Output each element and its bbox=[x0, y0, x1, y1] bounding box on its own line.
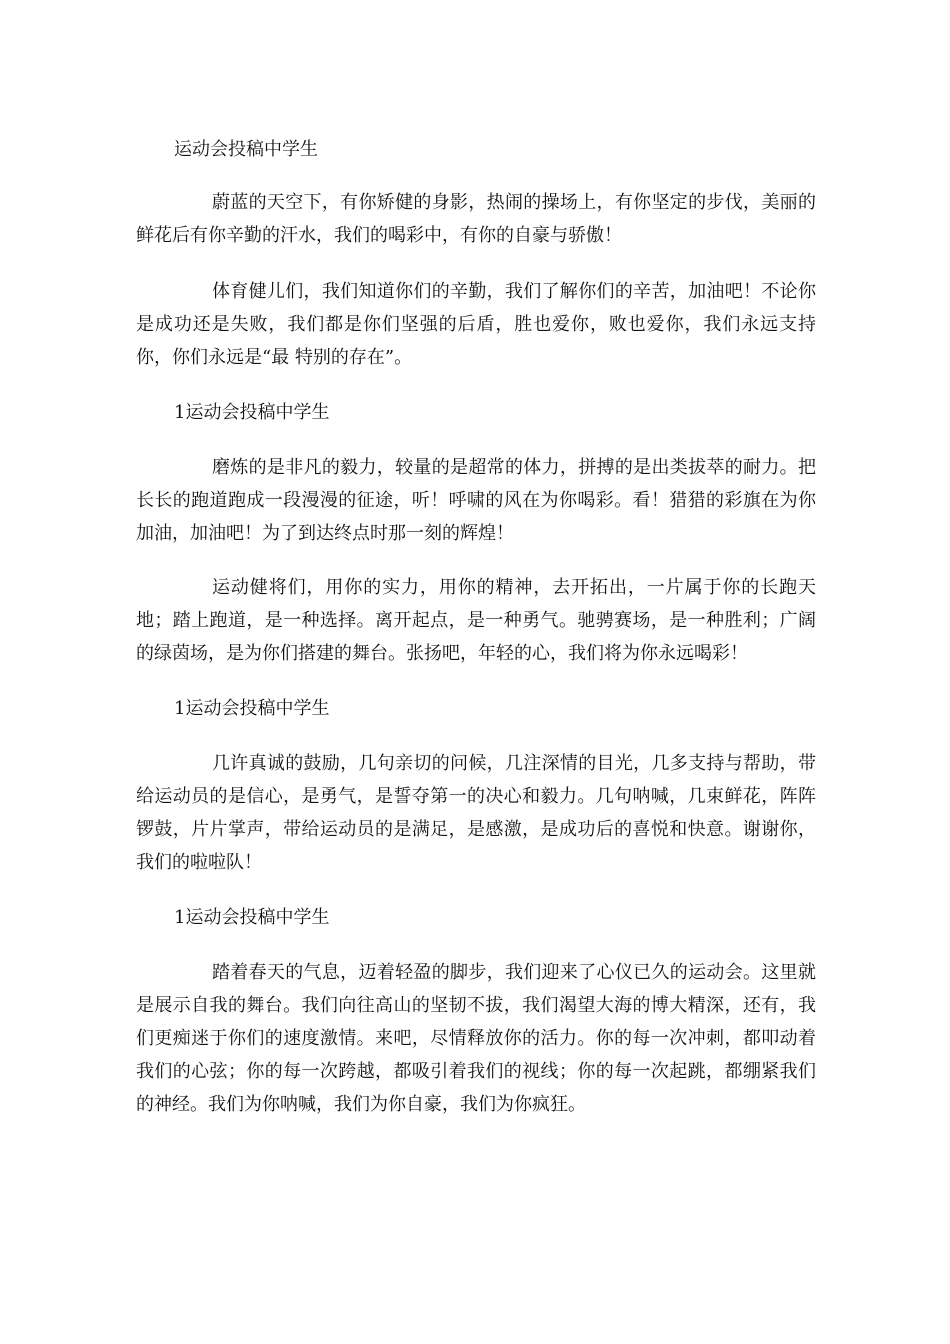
paragraph: 体育健儿们，我们知道你们的辛勤，我们了解你们的辛苦，加油吧！不论你是成功还是失败，我们都是你们坚强的后盾，胜也爱你，败也爱你，我们永远支持你，你们永远是“最 特别的存在”。 bbox=[136, 281, 816, 368]
section-heading: 1运动会投稿中学生 bbox=[174, 907, 330, 928]
paragraph: 磨炼的是非凡的毅力，较量的是超常的体力，拼搏的是出类拔萃的耐力。把长长的跑道跑成一段漫漫的征途，听！呼啸的风在为你喝彩。看！猎猎的彩旗在为你加油，加油吧！为了到达终点时那一刻的辉煌！ bbox=[136, 457, 816, 544]
section-heading: 运动会投稿中学生 bbox=[174, 139, 318, 160]
section-heading: 1运动会投稿中学生 bbox=[174, 402, 330, 423]
paragraph: 蔚蓝的天空下，有你矫健的身影，热闹的操场上，有你坚定的步伐，美丽的鲜花后有你辛勤的汗水，我们的喝彩中，有你的自豪与骄傲！ bbox=[136, 192, 816, 246]
section-heading: 1运动会投稿中学生 bbox=[174, 698, 330, 719]
paragraph: 几许真诚的鼓励，几句亲切的问候，几注深情的目光，几多支持与帮助，带给运动员的是信心，是勇气，是誓夺第一的决心和毅力。几句呐喊，几束鲜花，阵阵锣鼓，片片掌声，带给运动员的是满足，是感激，是成功后的喜悦和快意。谢谢你，我们的啦啦队！ bbox=[136, 753, 816, 873]
paragraph: 运动健将们，用你的实力，用你的精神，去开拓出，一片属于你的长跑天地；踏上跑道，是一种选择。离开起点，是一种勇气。驰骋赛场，是一种胜利；广阔的绿茵场，是为你们搭建的舞台。张扬吧，年轻的心，我们将为你永远喝彩！ bbox=[136, 577, 816, 664]
paragraph: 踏着春天的气息，迈着轻盈的脚步，我们迎来了心仪已久的运动会。这里就是展示自我的舞台。我们向往高山的坚韧不拔，我们渴望大海的博大精深，还有，我们更痴迷于你们的速度激情。来吧，尽情释放你的活力。你的每一次冲刺，都叩动着我们的心弦；你的每一次跨越，都吸引着我们的视线；你的每一次起跳，都绷紧我们的神经。我们为你呐喊，我们为你自豪，我们为你疯狂。 bbox=[136, 962, 816, 1115]
